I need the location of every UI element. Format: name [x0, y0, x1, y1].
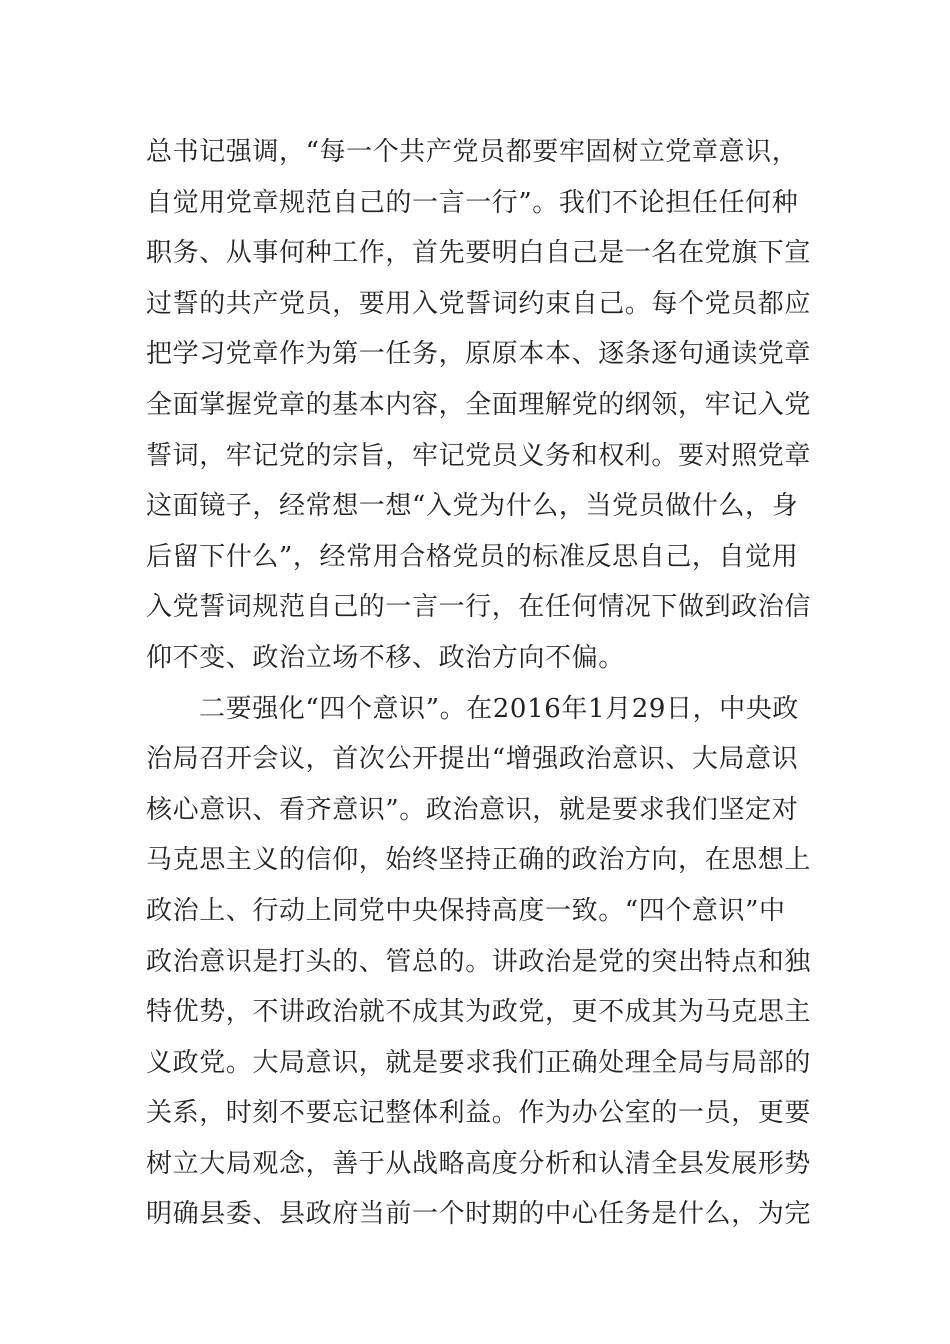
- text-line: 入党誓词规范自己的一言一行，在任何情况下做到政治信: [146, 592, 812, 623]
- text-line: 关系，时刻不要忘记整体利益。作为办公室的一员，更要: [146, 1098, 812, 1129]
- text-line: 过誓的共产党员，要用入党誓词约束自己。每个党员都应: [146, 288, 812, 319]
- paragraph-2: [146, 684, 812, 1241]
- text-line: 马克思主义的信仰，始终坚持正确的政治方向，在思想上: [146, 845, 812, 876]
- body-text: [146, 127, 812, 1240]
- text-line: 政治上、行动上同党中央保持高度一致。“四个意识”中: [146, 895, 786, 926]
- text-line: 总书记强调，“每一个共产党员都要牢固树立党章意识，: [146, 137, 799, 167]
- text-line: 治局召开会议，首次公开提出“增强政治意识、大局意识: [146, 744, 799, 775]
- text-line: 仰不变、政治立场不移、政治方向不偏。: [146, 642, 625, 673]
- text-line: 自觉用党章规范自己的一言一行”。我们不论担任任何种: [146, 187, 799, 218]
- text-line: 树立大局观念，善于从战略高度分析和认清全县发展形势: [146, 1148, 812, 1179]
- text-line: 这面镜子，经常想一想“入党为什么，当党员做什么，身: [146, 491, 799, 522]
- text-line: 特优势，不讲政治就不成其为政党，更不成其为马克思主: [146, 997, 812, 1028]
- paragraph-1: [146, 127, 812, 684]
- text-line: 把学习党章作为第一任务，原原本本、逐条逐句通读党章: [146, 339, 812, 370]
- text-line: 全面掌握党章的基本内容，全面理解党的纲领，牢记入党: [146, 389, 812, 420]
- text-line: 义政党。大局意识，就是要求我们正确处理全局与局部的: [146, 1047, 812, 1078]
- text-line: 二要强化“四个意识”。在2016年1月29日，中央政: [199, 693, 799, 724]
- text-line: 核心意识、看齐意识”。政治意识，就是要求我们坚定对: [146, 794, 799, 825]
- text-line: 政治意识是打头的、管总的。讲政治是党的突出特点和独: [146, 946, 812, 977]
- text-line: 誓词，牢记党的宗旨，牢记党员义务和权利。要对照党章: [146, 440, 812, 471]
- text-line: 明确县委、县政府当前一个时期的中心任务是什么，为完: [146, 1199, 812, 1230]
- text-line: 后留下什么”，经常用合格党员的标准反思自己，自觉用: [146, 541, 799, 572]
- text-line: 职务、从事何种工作，首先要明白自己是一名在党旗下宣: [146, 238, 812, 269]
